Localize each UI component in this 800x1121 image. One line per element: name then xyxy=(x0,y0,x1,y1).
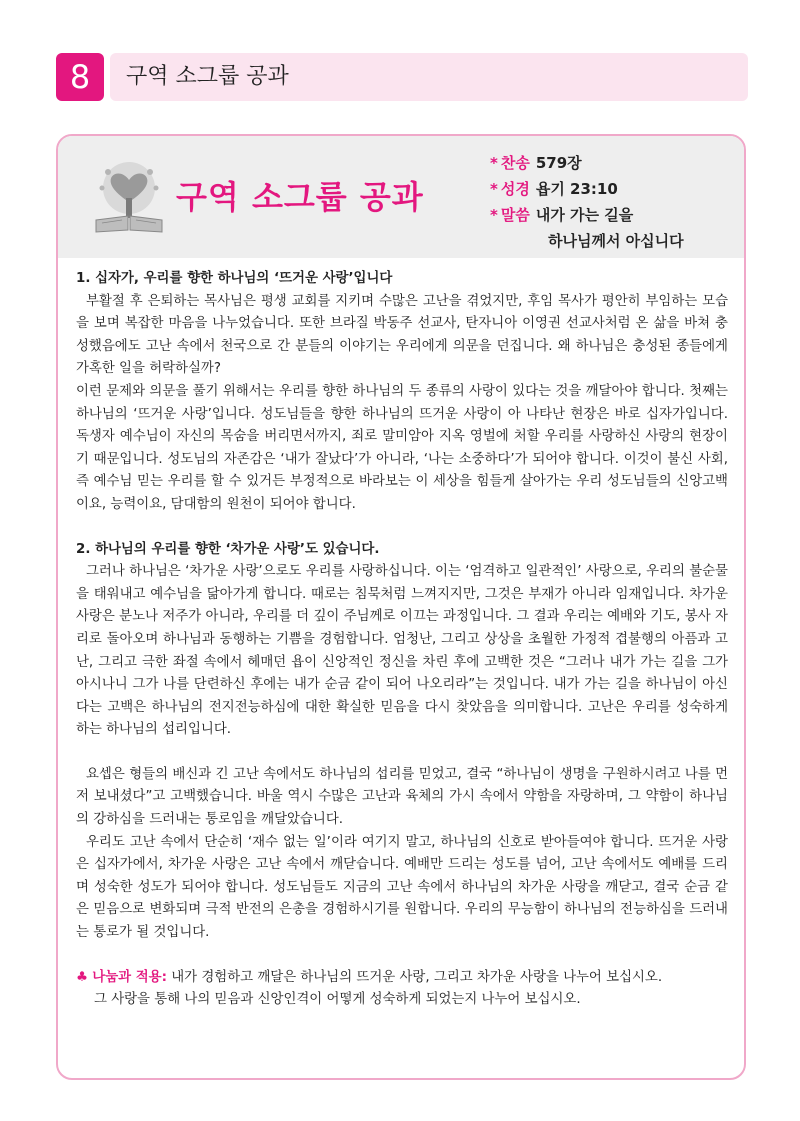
chapter-header xyxy=(56,53,748,101)
message-value: 내가 가는 길을 xyxy=(535,206,634,224)
sharing-application xyxy=(76,967,728,1012)
lesson-info xyxy=(490,150,740,254)
section-heading: 2. 하나님의 우리를 향한 ‘차가운 사랑’도 있습니다. xyxy=(76,541,380,557)
lesson-card xyxy=(56,134,746,1080)
message-value-line2: 하나님께서 아십니다 xyxy=(548,232,684,250)
message-row: * 말씀 내가 가는 길을 xyxy=(490,206,634,224)
paragraph: 요셉은 형들의 배신과 긴 고난 속에서도 하나님의 섭리를 믿었고, 결국 “하나님이 생명을 구원하시려고 나를 먼저 보내셨다”고 고백했습니다. 바울 역시 수많은 고난과 육체의 가시 속에서 약함을 자랑하며, 그 약함이 하나님의 강하심을 드러내는 통로임을 깨달았습니다. xyxy=(76,766,728,828)
lesson-card-header xyxy=(58,136,744,258)
scripture-value: 욥기 23:10 xyxy=(535,180,618,198)
chapter-title: 구역 소그룹 공과 xyxy=(126,64,289,89)
lesson-body xyxy=(76,268,728,1012)
chapter-title-bar xyxy=(110,53,748,101)
chapter-number: 8 xyxy=(56,53,104,101)
tree-on-bible-icon xyxy=(88,158,170,238)
hymn-value: 579장 xyxy=(535,154,582,172)
scripture-row: * 성경 욥기 23:10 xyxy=(490,180,618,198)
sharing-label: 나눔과 적용: xyxy=(92,969,167,985)
section-heading: 1. 십자가, 우리를 향한 하나님의 ‘뜨거운 사랑’입니다 xyxy=(76,271,393,286)
paragraph: 부활절 후 은퇴하는 목사님은 평생 교회를 지키며 수많은 고난을 겪었지만, 후임 목사가 평안히 부임하는 모습을 보며 복잡한 마음을 나누었습니다. 또한 브라질 박동주 선교사, 탄자니아 이영권 선교사처럼 온 삶을 바쳐 충성했음에도 고난 속에서 천국으로 간 분들의 이야기는 우리에게 의문을 던집니다. 왜 하나님은 충성된 종들에게 가혹한 일을 허락하실까? xyxy=(76,293,728,377)
club-icon: ♣ xyxy=(76,969,89,985)
sharing-line-2: 그 사랑을 통해 나의 믿음과 신앙인격이 어떻게 성숙하게 되었는지 나누어 보십시오. xyxy=(94,992,581,1008)
paragraph: 그러나 하나님은 ‘차가운 사랑’으로도 우리를 사랑하십니다. 이는 ‘엄격하고 일관적인’ 사랑으로, 우리의 불순물을 태워내고 예수님을 닮아가게 합니다. 때로는 침묵처럼 느껴지지만, 그것은 부재가 아니라 임재입니다. 차가운 사랑은 분노나 저주가 아니라, 우리를 더 깊이 주님께로 이끄는 과정입니다. 그 결과 우리는 예배와 기도, 봉사 자리로 돌아오며 하나님과 동행하는 기쁨을 경험합니다. 엄청난, 그리고 상상을 초월한 가정적 겹불행의 아픔과 고난, 그리고 극한 좌절 속에서 헤매던 욥이 신앙적인 정신을 차린 후에 고백한 것은 “그러나 내가 가는 길을 그가 아시나니 그가 나를 단련하신 후에는 내가 순금 같이 되어 나오리라”는 것입니다. 내가 가는 길을 하나님이 아신다는 고백은 하나님의 전지전능하심에 대한 확실한 믿음을 다시 찾았음을 의미합니다. 고난은 우리를 성숙하게 하는 하나님의 섭리입니다. xyxy=(76,564,728,738)
hymn-row: * 찬송 579장 xyxy=(490,154,582,172)
paragraph: 우리도 고난 속에서 단순히 ‘재수 없는 일’이라 여기지 말고, 하나님의 신호로 받아들여야 합니다. 뜨거운 사랑은 십자가에서, 차가운 사랑은 고난 속에서 깨닫습니다. 예배만 드리는 성도를 넘어, 고난 속에서도 예배를 드리며 성숙한 성도가 되어야 합니다. 성도님들도 지금의 고난 속에서 하나님의 차가운 사랑을 깨닫고, 결국 순금 같은 믿음으로 변화되며 극적 반전의 은총을 경험하시기를 원합니다. 우리의 무능함이 하나님의 전능하심을 드러내는 통로가 될 것입니다. xyxy=(76,834,728,941)
lesson-title: 구역 소그룹 공과 xyxy=(176,178,424,216)
paragraph: 이런 문제와 의문을 풀기 위해서는 우리를 향한 하나님의 두 종류의 사랑이 있다는 것을 깨달아야 합니다. 첫째는 하나님의 ‘뜨거운 사랑’입니다. 성도님들을 향한 하나님의 뜨거운 사랑이 아 나타난 현장은 바로 십자가입니다. 독생자 예수님이 자신의 목숨을 버리면서까지, 죄로 말미암아 지옥 영벌에 처할 우리를 사랑하신 사랑의 현장이기 때문입니다. 성도님의 자존감은 ‘내가 잘났다’가 아니라, ‘나는 소중하다’가 되어야 합니다. 이것이 불신 사회, 즉 예수님 믿는 우리를 할 수 있거든 부정적으로 바라보는 이 세상을 힘들게 살아가는 우리 성도님들의 신앙고백이요, 능력이요, 담대함의 원천이 되어야 합니다. xyxy=(76,383,728,512)
sharing-line-1: 내가 경험하고 깨달은 하나님의 뜨거운 사랑, 그리고 차가운 사랑을 나누어 보십시오. xyxy=(171,969,663,985)
